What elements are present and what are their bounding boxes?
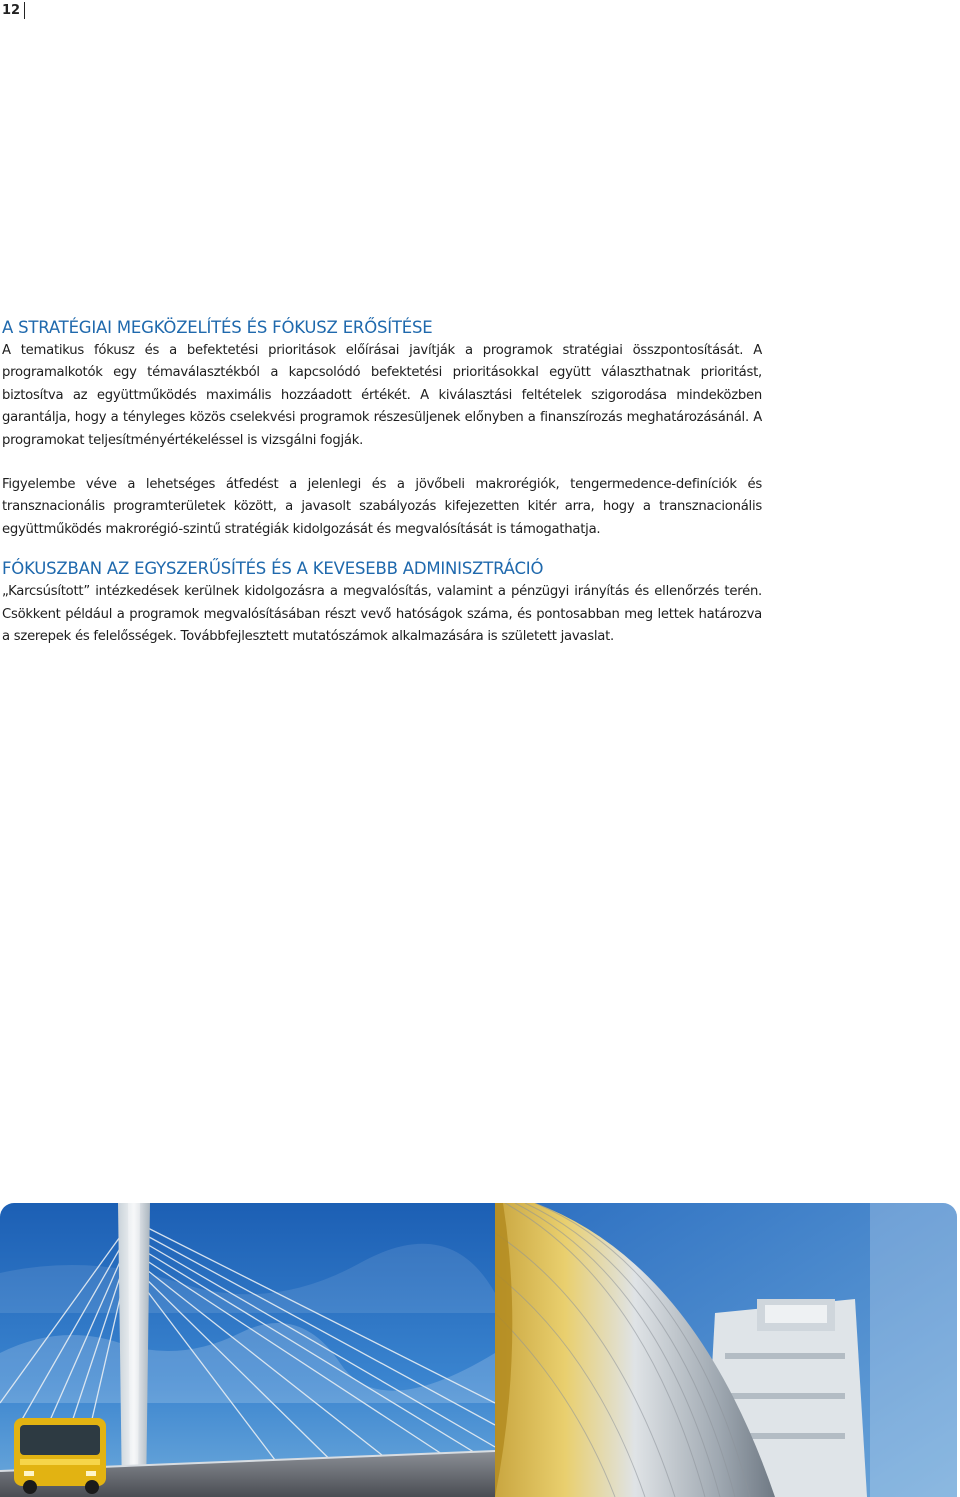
bridge-photo [0, 1203, 495, 1497]
photo-strip [0, 1203, 957, 1497]
section-heading-simplification: FÓKUSZBAN AZ EGYSZERŰSÍTÉS ÉS A KEVESEBB ADMINISZTRÁCIÓ [2, 559, 544, 579]
article-body [2, 316, 762, 648]
page-number-divider [24, 2, 25, 19]
paragraph-thematic-focus: A tematikus fókusz és a befektetési prioritások előírásai javítják a programok stratégiai összpontosítását. A programalkotók egy témaválasztékból a kapcsolódó befektetési prioritásokkal együtt választhatnak prioritást, biztosítva az együttműködés maximális hozzáadott értékét. A kiválasztási feltételek szigorodása mindeközben garantálja, hogy a tényleges közös cselekvési programok részesüljenek előnyben a finanszírozás meghatározásánál. A programokat teljesítményértékeléssel is vizsgálni fogják. [2, 343, 762, 448]
section-heading-strategy: A STRATÉGIAI MEGKÖZELÍTÉS ÉS FÓKUSZ ERŐSÍTÉSE [2, 318, 433, 337]
paragraph-simplification: „Karcsúsított” intézkedések kerülnek kidolgozásra a megvalósítás, valamint a pénzügyi irányítás és ellenőrzés terén. Csökkent például a programok megvalósításában részt vevő hatóságok száma, és pontosabban meg lettek határozva a szerepek és felelősségek. Továbbfejlesztett mutatószámok alkalmazására is született javaslat. [2, 584, 762, 645]
bus-shape [14, 1418, 106, 1494]
page-number: 12 [2, 3, 21, 18]
paragraph-macroregions: Figyelembe véve a lehetséges átfedést a jelenlegi és a jövőbeli makrorégiók, tengermedence-definíciók és transznacionális programterületek között, a javasolt szabályozás kifejezetten kitér arra, hogy a transznacionális együttműködés makrorégió-szintű stratégiák kidolgozását és megvalósítását is támogathatja. [2, 477, 762, 537]
dome-building-photo [495, 1203, 957, 1497]
